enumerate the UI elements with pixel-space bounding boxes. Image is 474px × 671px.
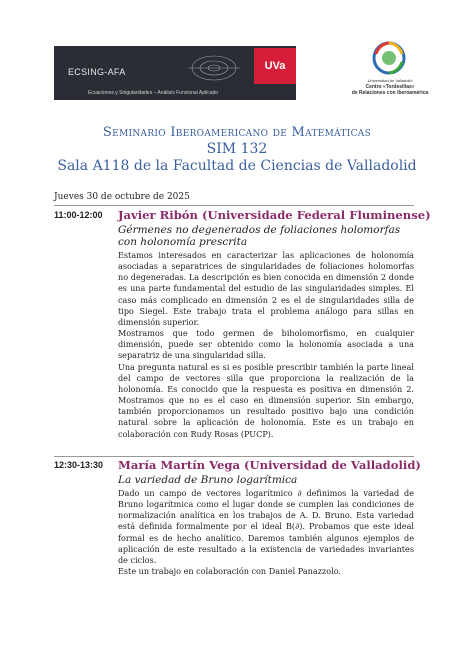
- talk-time: 12:30-13:30: [54, 460, 104, 470]
- abstract-paragraph: Dado un campo de vectores logarítmico ∂ definimos la variedad de Bruno logarítmica como el lugar donde se cumplen las condiciones de normalización analítica en los trabajos de A. D. Bruno. Esta variedad está definida formalmente por el ideal B(∂). Probamos que este ideal formal es de hecho analítico. Daremos también algunos ejemplos de aplicación de este resultado a la existencia de variedades invariantes de ciclos.: [118, 488, 414, 565]
- seminar-code: SIM 132: [206, 141, 268, 157]
- tordesillas-logo: [350, 40, 430, 106]
- globe-logo-icon: [370, 40, 408, 76]
- ecsing-afa-banner: [54, 46, 296, 100]
- logo-university-name: Universidad de Valladolid: [367, 78, 413, 83]
- talk-abstract: [118, 488, 414, 577]
- divider: [54, 205, 414, 206]
- talk-title: La variedad de Bruno logarítmica: [118, 474, 298, 486]
- abstract-paragraph: Una pregunta natural es si es posible prescribir también la parte lineal del campo de vectores silla que proporciona la realización de la holonomía. Es conocido que la respuesta es positiva en dimensión 2. Mostramos que no es el caso en dimensión superior. Sin embargo, también proporcionamos un resultado positivo bajo una condición natural sobre la aplicación de holonomía. Este es un trabajo en colaboración con Rudy Rosas (PUCP).: [118, 361, 414, 439]
- seminar-title: Seminario Iberoamericano de Matemáticas: [102, 125, 372, 140]
- abstract-paragraph: Mostramos que todo germen de biholomorfismo, en cualquier dimensión, puede ser obtenido como la holonomía asociada a una separatriz de una singularidad silla.: [118, 328, 414, 361]
- logo-centre-line1: Centro «Tordesillas»: [365, 84, 415, 90]
- talk-content: [118, 458, 421, 577]
- uva-logo: UVa: [254, 48, 296, 84]
- spiral-graphic-icon: [184, 48, 244, 88]
- banner-subtitle: Ecuaciones y Singularidades – Análisis Funcional Aplicado: [88, 90, 219, 96]
- talk-time: 11:00-12:00: [54, 210, 103, 220]
- talk-speaker: María Martín Vega (Universidad de Valladolid): [118, 458, 421, 472]
- talk-title: Gérmenes no degenerados de foliaciones holomorfas con holonomía prescrita: [118, 224, 401, 248]
- talk-speaker: Javier Ribón (Universidade Federal Fluminense): [118, 208, 431, 222]
- abstract-paragraph: Estamos interesados en caracterizar las aplicaciones de holonomía asociadas a separatrices de singularidades de foliaciones holomorfas no degeneradas. La descripción es bien conocida en dimensión 2 donde es una parte fundamental del estudio de las singularidades simples. El caso más complicado en dimensión 2 es el de singularidades silla de tipo Siegel. Este trabajo trata el problema análogo para sillas en dimensión superior.: [118, 250, 414, 327]
- talk-content: [118, 208, 431, 440]
- seminar-room: Sala A118 de la Facultad de Ciencias de Valladolid: [57, 158, 417, 174]
- talk-abstract: [118, 250, 414, 440]
- logo-centre-name: [350, 84, 430, 96]
- abstract-paragraph: Este un trabajo en colaboración con Daniel Panazzolo.: [118, 566, 342, 577]
- logo-centre-line2: de Relaciones con Iberoamérica: [351, 90, 429, 96]
- event-date: Jueves 30 de octubre de 2025: [54, 192, 190, 202]
- banner-title: ECSING-AFA: [68, 67, 126, 77]
- divider: [54, 456, 414, 457]
